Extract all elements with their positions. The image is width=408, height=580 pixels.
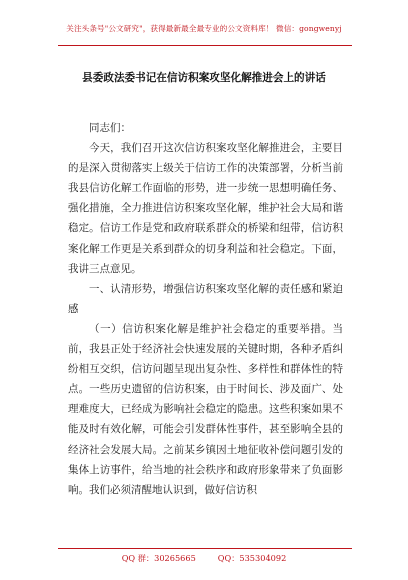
salutation: 同志们： xyxy=(89,122,131,134)
footer xyxy=(0,553,408,564)
footer-divider xyxy=(58,548,352,549)
document-title: 县委政法委书记在信访积案攻坚化解推进会上的讲话 xyxy=(82,72,326,84)
document-body xyxy=(68,118,343,500)
header-divider xyxy=(58,45,352,46)
section-heading: 一、认清形势，增强信访积案攻坚化解的责任感和紧迫感 xyxy=(68,282,343,315)
body-paragraph: 今天，我们召开这次信访积案攻坚化解推进会，主要目的是深入贯彻落实上级关于信访工作的决策部署，分析当前我县信访化解工作面临的形势，进一步统一思想明确任务、强化措施，全力推进信访积案攻坚化解，维护社会大局和谐稳定。信访工作是党和政府联系群众的桥梁和纽带，信访积案化解工作更是关系到群众的切身利益和社会稳定。下面，我讲三点意见。 xyxy=(68,142,343,275)
header-banner: 关注头条号"公文研究"，获得最新最全最专业的公文资料库！ 微信：gongwenyj xyxy=(66,24,342,33)
footer-qq: QQ：535304092 xyxy=(217,553,287,563)
body-paragraph: （一）信访积案化解是维护社会稳定的重要举措。当前，我县正处于经济社会快速发展的关键时期，各种矛盾纠纷相互交织，信访问题呈现出复杂性、多样性和群体性的特点。一些历史遗留的信访积案，由于时间长、涉及面广、处理难度大，已经成为影响社会稳定的隐患。这些积案如果不能及时有效化解，可能会引发群体性事件，甚至影响全县的经济社会发展大局。之前某乡镇因土地征收补偿问题引发的集体上访事件，给当地的社会秩序和政府形象带来了负面影响。我们必须清醒地认识到，做好信访积 xyxy=(68,322,343,496)
footer-qq-group: QQ 群：30265665 xyxy=(121,553,196,563)
